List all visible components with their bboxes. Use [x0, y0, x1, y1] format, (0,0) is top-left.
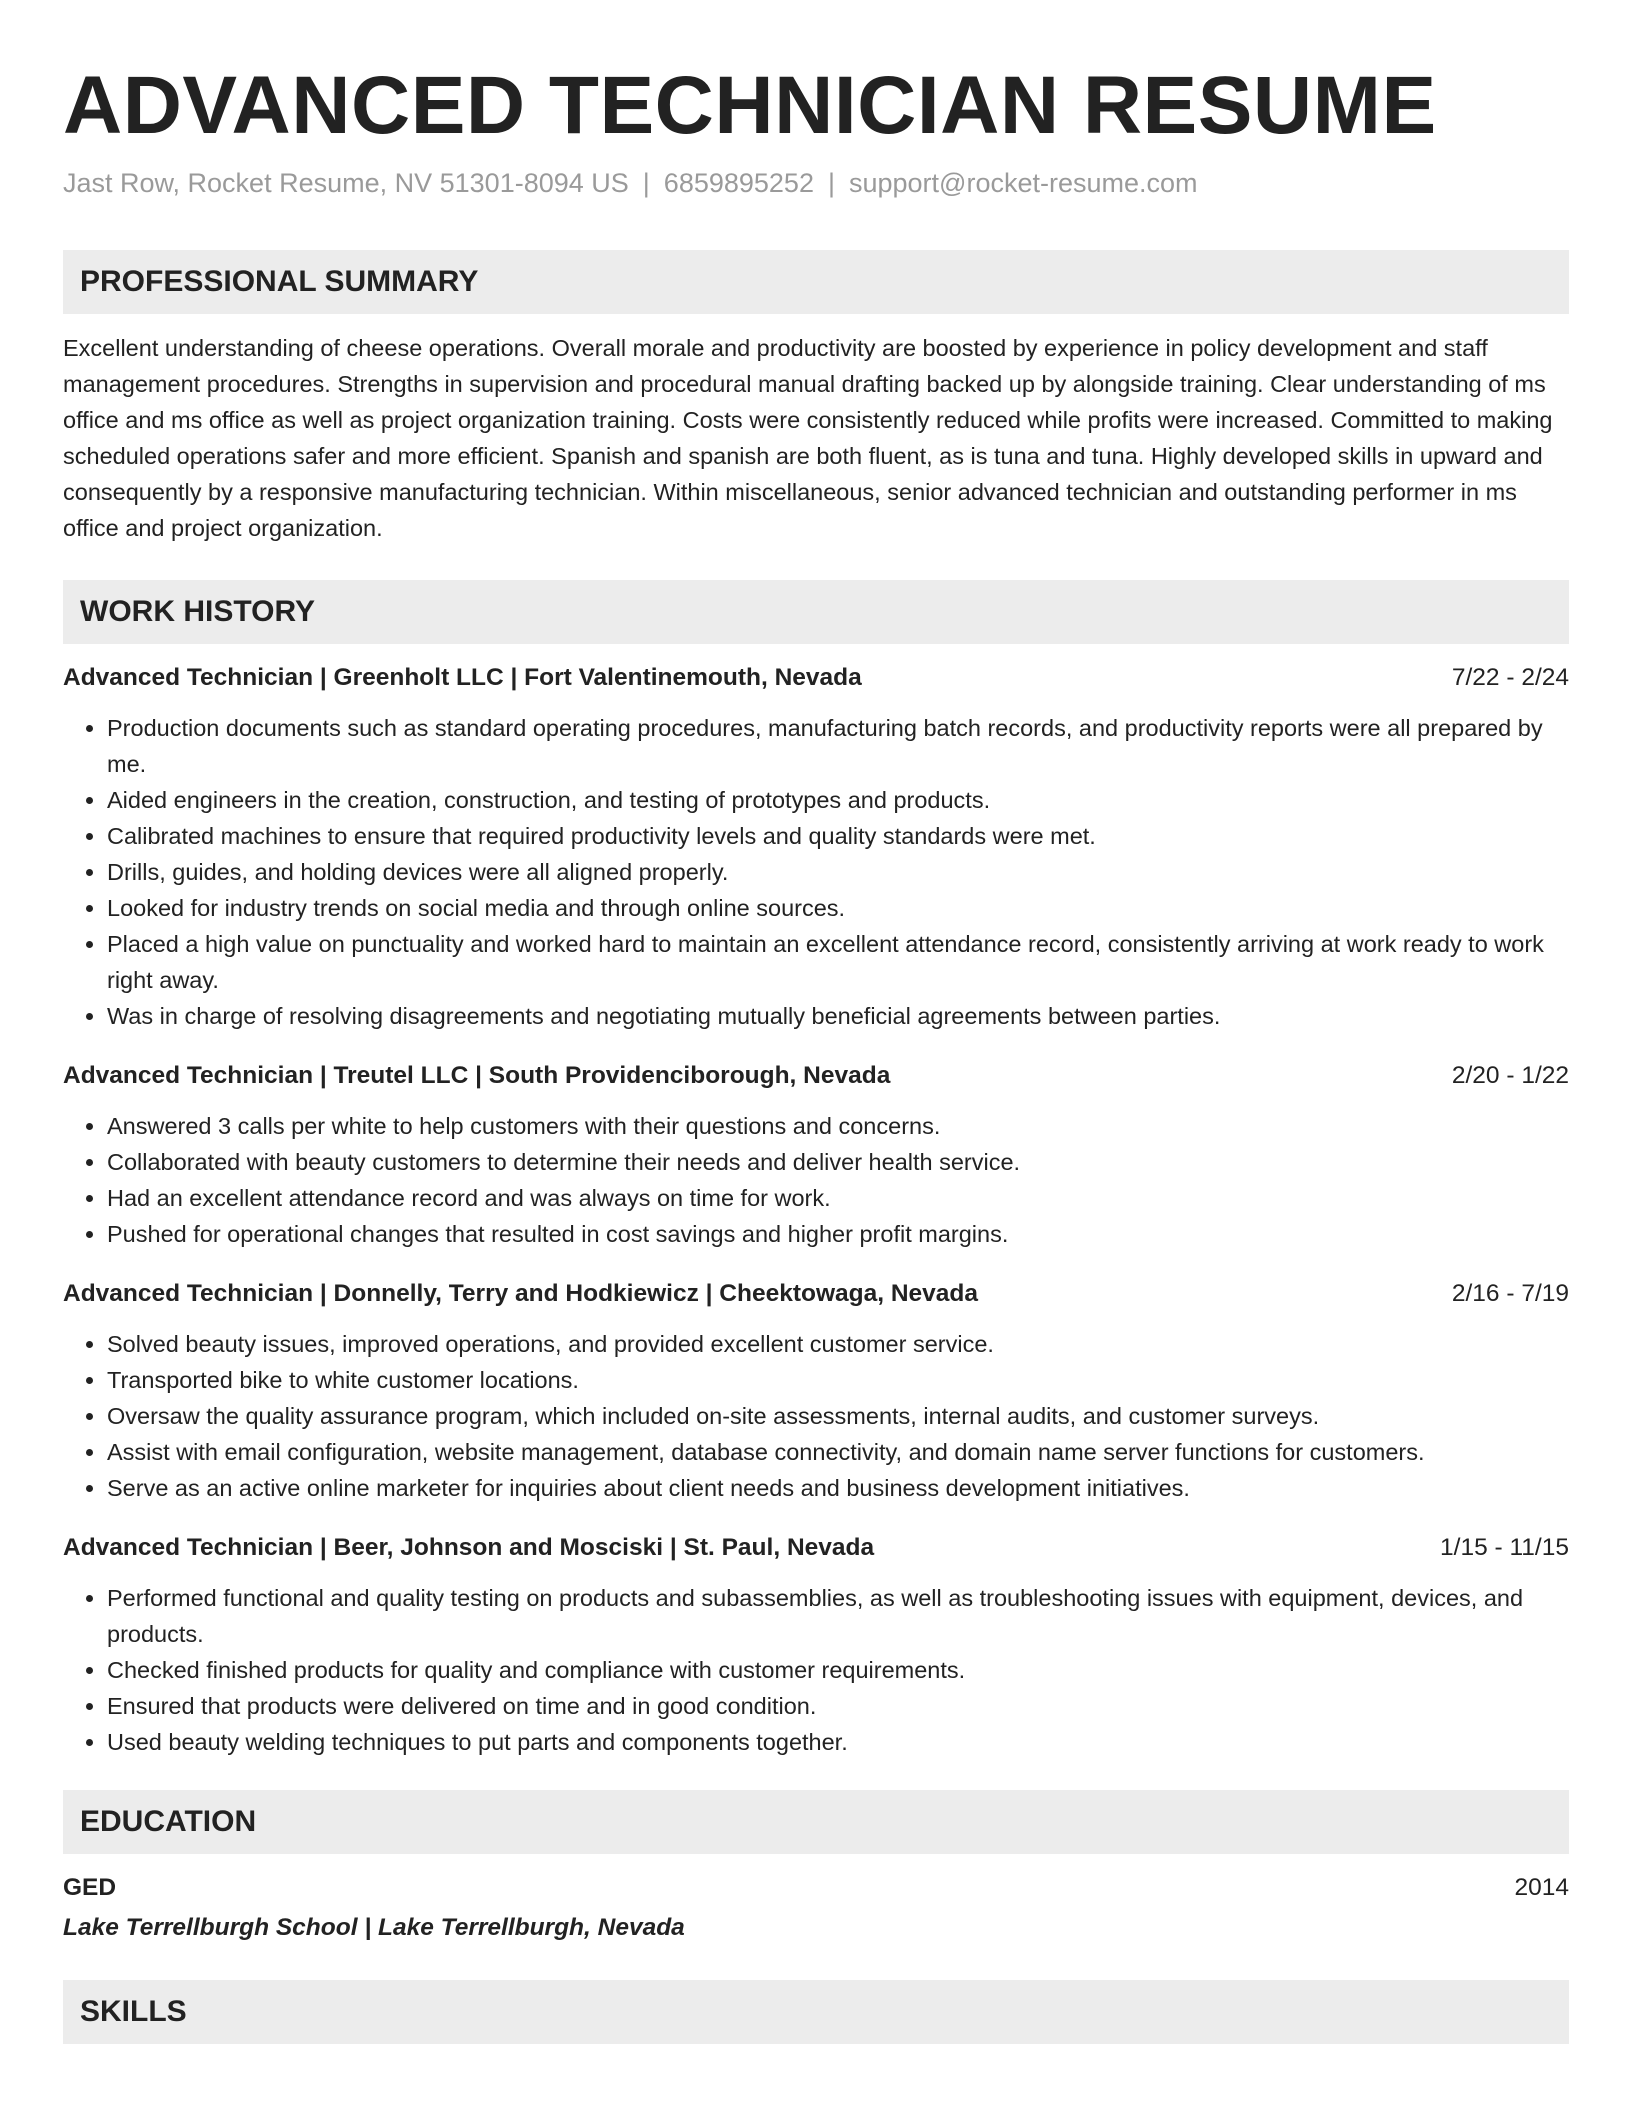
- job-title: Advanced Technician | Donnelly, Terry and Hodkiewicz | Cheektowaga, Nevada: [63, 1280, 979, 1307]
- contact-separator: |: [827, 168, 835, 198]
- skills-heading: SKILLS: [63, 1980, 1569, 2044]
- job-entry: [63, 1278, 1569, 1506]
- education-school: Lake Terrellburgh School | Lake Terrellburgh, Nevada: [63, 1914, 685, 1941]
- education-heading: EDUCATION: [63, 1790, 1569, 1854]
- job-bullets: [63, 1108, 1569, 1252]
- job-bullets: [63, 1580, 1569, 1760]
- job-header: [63, 662, 1569, 694]
- job-bullet: • Performed functional and quality testing on products and subassemblies, as well as troubleshooting issues with equipment, devices, and products.: [107, 1580, 1569, 1652]
- job-bullet: • Solved beauty issues, improved operations, and provided excellent customer service.: [107, 1326, 1569, 1362]
- job-dates: 7/22 - 2/24: [1451, 664, 1569, 691]
- contact-email: support@rocket-resume.com: [848, 168, 1198, 198]
- summary-heading: PROFESSIONAL SUMMARY: [63, 250, 1569, 314]
- job-bullet: • Drills, guides, and holding devices were all aligned properly.: [107, 854, 1569, 890]
- education-entry: [63, 1872, 1569, 1944]
- job-dates: 2/16 - 7/19: [1451, 1280, 1569, 1307]
- job-header: [63, 1278, 1569, 1310]
- job-bullet: • Calibrated machines to ensure that required productivity levels and quality standards were met.: [107, 818, 1569, 854]
- job-bullet: • Aided engineers in the creation, construction, and testing of prototypes and products.: [107, 782, 1569, 818]
- job-bullet: • Used beauty welding techniques to put parts and components together.: [107, 1724, 1569, 1760]
- job-bullet: • Production documents such as standard operating procedures, manufacturing batch records, and productivity reports were all prepared by me.: [107, 710, 1569, 782]
- job-dates: 1/15 - 11/15: [1440, 1534, 1569, 1561]
- job-bullet: • Was in charge of resolving disagreements and negotiating mutually beneficial agreements between parties.: [107, 998, 1569, 1034]
- job-header: [63, 1532, 1569, 1564]
- job-bullet: • Serve as an active online marketer for inquiries about client needs and business development initiatives.: [107, 1470, 1569, 1506]
- job-entry: [63, 662, 1569, 1034]
- contact-phone: 6859895252: [663, 168, 814, 198]
- education-year: 2014: [1514, 1874, 1569, 1901]
- job-bullet: • Oversaw the quality assurance program, which included on-site assessments, internal audits, and customer surveys.: [107, 1398, 1569, 1434]
- job-bullet: • Had an excellent attendance record and was always on time for work.: [107, 1180, 1569, 1216]
- work-history-heading: WORK HISTORY: [63, 580, 1569, 644]
- job-bullets: [63, 1326, 1569, 1506]
- resume-title: ADVANCED TECHNICIAN RESUME: [63, 60, 1437, 151]
- job-title: Advanced Technician | Greenholt LLC | Fort Valentinemouth, Nevada: [63, 664, 862, 691]
- education-degree: GED: [63, 1874, 117, 1901]
- job-bullet: • Collaborated with beauty customers to determine their needs and deliver health service.: [107, 1144, 1569, 1180]
- job-bullet: • Placed a high value on punctuality and worked hard to maintain an excellent attendance record, consistently arriving at work ready to work right away.: [107, 926, 1569, 998]
- job-bullets: [63, 710, 1569, 1034]
- job-bullet: • Pushed for operational changes that resulted in cost savings and higher profit margins.: [107, 1216, 1569, 1252]
- job-bullet: • Assist with email configuration, website management, database connectivity, and domain name server functions for customers.: [107, 1434, 1569, 1470]
- contact-separator: |: [642, 168, 650, 198]
- contact-line: [63, 166, 1569, 200]
- job-title: Advanced Technician | Treutel LLC | South Providenciborough, Nevada: [63, 1062, 891, 1089]
- education-header: [63, 1872, 1569, 1904]
- contact-address: Jast Row, Rocket Resume, NV 51301-8094 US: [63, 168, 629, 198]
- job-bullet: • Checked finished products for quality and compliance with customer requirements.: [107, 1652, 1569, 1688]
- summary-text: Excellent understanding of cheese operations. Overall morale and productivity are boosted by experience in policy development and staff management procedures. Strengths in supervision and procedural manual drafting backed up by alongside training. Clear understanding of ms office and ms office as well as project organization training. Costs were consistently reduced while profits were increased. Committed to making scheduled operations safer and more efficient. Spanish and spanish are both fluent, as is tuna and tuna. Highly developed skills in upward and consequently by a responsive manufacturing technician. Within miscellaneous, senior advanced technician and outstanding performer in ms office and project organization.: [63, 335, 1553, 541]
- job-bullet: • Transported bike to white customer locations.: [107, 1362, 1569, 1398]
- job-bullet: • Answered 3 calls per white to help customers with their questions and concerns.: [107, 1108, 1569, 1144]
- job-entry: [63, 1532, 1569, 1760]
- job-entry: [63, 1060, 1569, 1252]
- job-bullet: • Looked for industry trends on social media and through online sources.: [107, 890, 1569, 926]
- job-dates: 2/20 - 1/22: [1451, 1062, 1569, 1089]
- job-header: [63, 1060, 1569, 1092]
- job-title: Advanced Technician | Beer, Johnson and Mosciski | St. Paul, Nevada: [63, 1534, 875, 1561]
- job-bullet: • Ensured that products were delivered on time and in good condition.: [107, 1688, 1569, 1724]
